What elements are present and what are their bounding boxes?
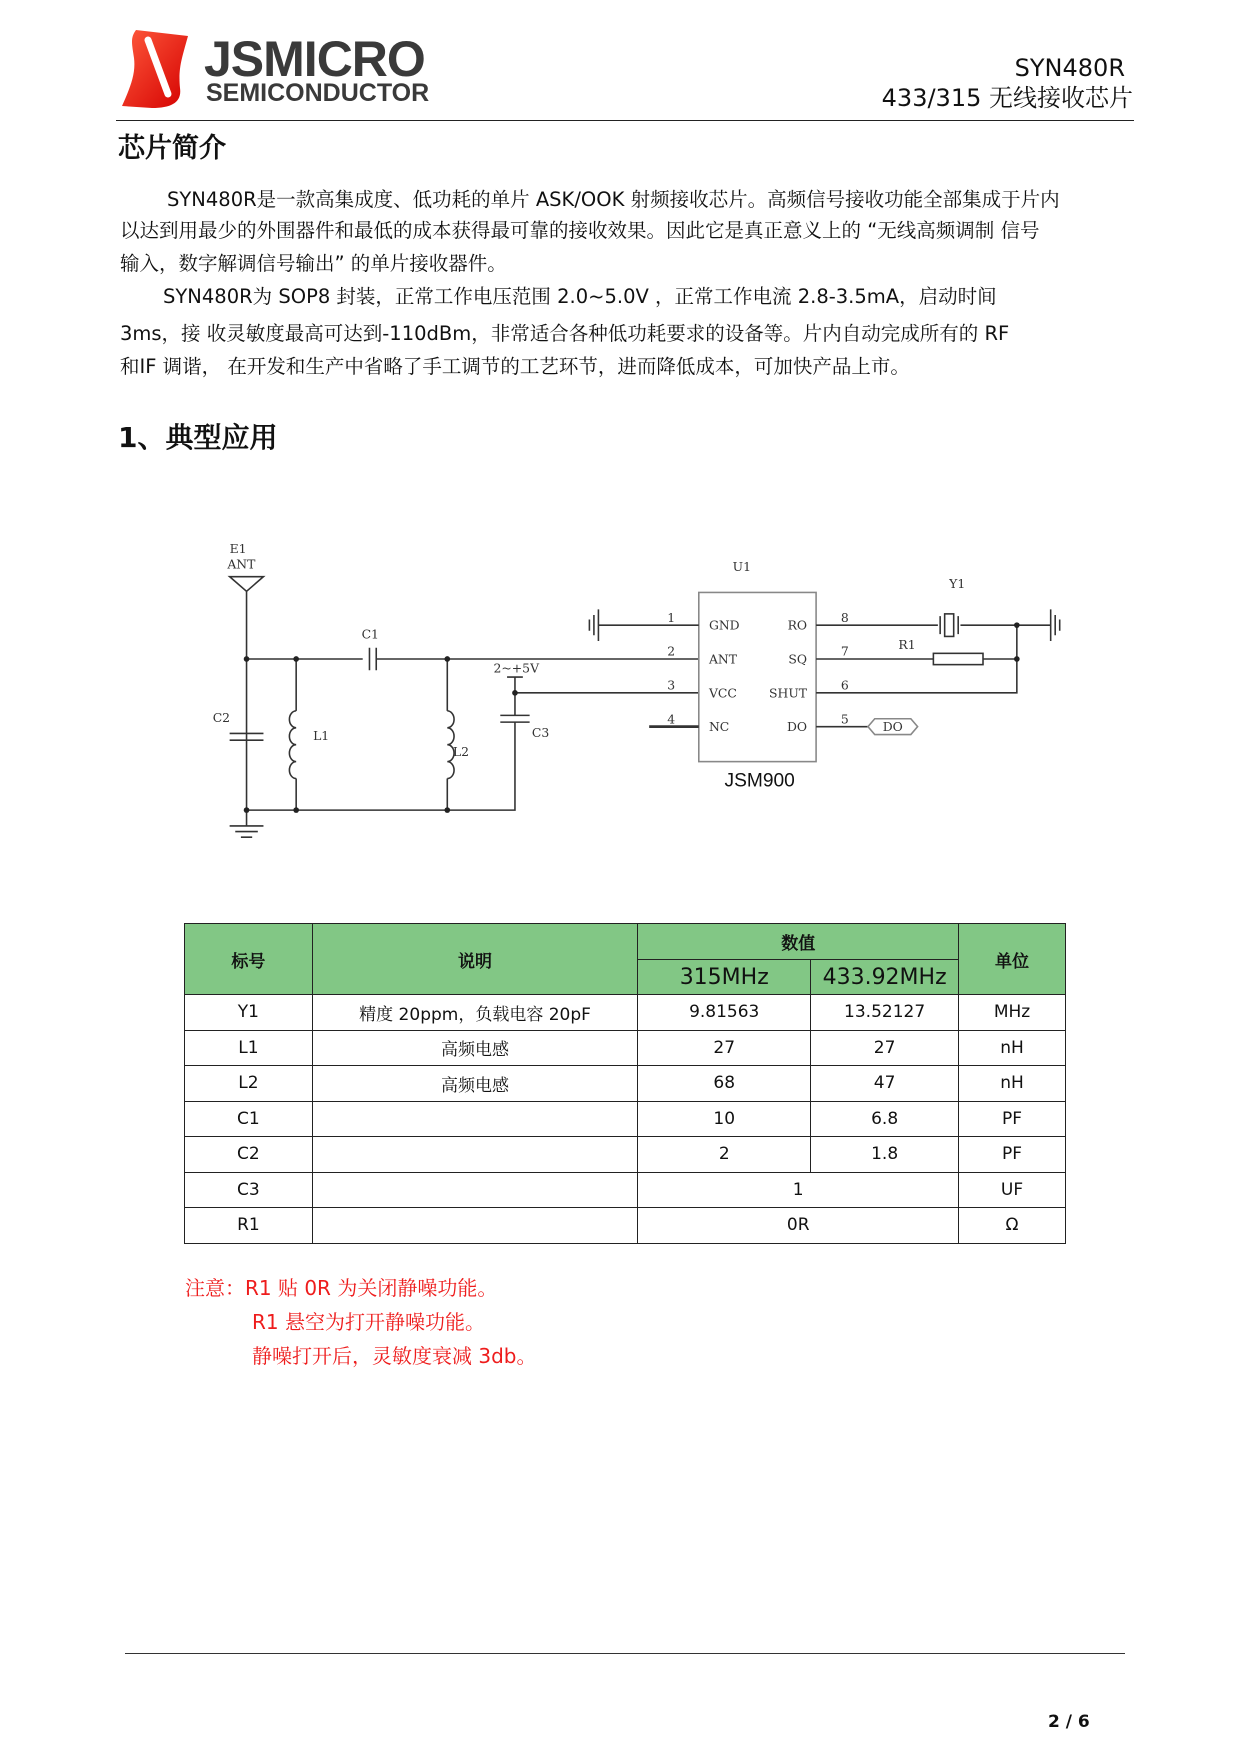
footer-divider: [125, 1653, 1125, 1654]
resistor-r1-icon: [933, 653, 983, 664]
model-number: SYN480R: [1014, 54, 1125, 82]
intro-line: 3ms，接 收灵敏度最高可达到-110dBm，非常适合各种低功耗要求的设备等。片内自动完成所有的 RF: [120, 322, 1010, 345]
table-row: [185, 1137, 1066, 1173]
pin-num: 5: [840, 711, 849, 727]
brand-subtitle: SEMICONDUCTOR: [206, 79, 430, 107]
header-divider: [116, 120, 1134, 121]
note-line: 静噪打开后，灵敏度衰减 3db。: [252, 1344, 537, 1368]
table-cell: [312, 1208, 638, 1244]
table-cell: 0R: [638, 1208, 959, 1244]
jsmicro-logo-icon: [122, 28, 190, 108]
intro-line: 和IF 调谐， 在开发和生产中省略了手工调节的工艺环节，进而降低成本，可加快产品上市。: [120, 355, 910, 378]
table-row: [185, 1030, 1066, 1066]
chip-ref: U1: [732, 559, 751, 575]
header-ref: 标号: [185, 924, 313, 995]
table-row: [185, 1066, 1066, 1102]
header-desc: 说明: [312, 924, 638, 995]
header-315mhz: 315MHz: [638, 960, 811, 995]
pin-name: ANT: [708, 651, 738, 667]
pin-num: 8: [840, 609, 849, 625]
r1-label: R1: [898, 636, 916, 652]
pin-num: 3: [667, 677, 676, 693]
page-number: 2 / 6: [1048, 1712, 1090, 1732]
table-cell: 68: [638, 1066, 811, 1102]
pin-name: RO: [787, 617, 808, 633]
table-cell: C1: [185, 1101, 313, 1137]
pin-num: 1: [667, 609, 676, 625]
section-title-intro: 芯片简介: [118, 133, 226, 164]
table-cell: Y1: [185, 995, 313, 1031]
table-cell: 6.8: [811, 1101, 959, 1137]
table-cell: PF: [959, 1137, 1066, 1173]
header-433mhz: 433.92MHz: [811, 960, 959, 995]
table-cell: PF: [959, 1101, 1066, 1137]
table-cell: R1: [185, 1208, 313, 1244]
application-schematic: [180, 520, 1080, 860]
pin-num: 2: [667, 643, 676, 659]
ground-icon: [230, 810, 264, 837]
do-port-label: DO: [882, 719, 903, 735]
antenna-icon: [230, 577, 264, 810]
vcc-label: 2~+5V: [493, 660, 540, 676]
pin-name: GND: [708, 617, 740, 633]
component-table: [184, 923, 1066, 1244]
table-cell: nH: [959, 1066, 1066, 1102]
header-value: 数值: [638, 924, 959, 960]
capacitor-c1-icon: [369, 648, 376, 671]
table-cell: MHz: [959, 995, 1066, 1031]
table-cell: L2: [185, 1066, 313, 1102]
table-cell: 高频电感: [312, 1066, 638, 1102]
product-subtitle: 433/315 无线接收芯片: [881, 84, 1133, 112]
table-cell: [312, 1137, 638, 1173]
table-cell: [312, 1101, 638, 1137]
chip-name: JSM900: [724, 770, 795, 792]
table-cell: 47: [811, 1066, 959, 1102]
table-cell: C2: [185, 1137, 313, 1173]
inductor-l1-icon: [289, 711, 296, 779]
intro-line: SYN480R是一款高集成度、低功耗的单片 ASK/OOK 射频接收芯片。高频信号接收功能全部集成于片内: [167, 188, 1060, 211]
l1-label: L1: [313, 728, 330, 744]
pin-num: 4: [667, 711, 676, 727]
c2-label: C2: [212, 710, 231, 726]
table-row: [185, 1208, 1066, 1244]
pin-name: DO: [786, 719, 808, 735]
pin-name: VCC: [708, 685, 737, 701]
table-cell: 27: [638, 1030, 811, 1066]
table-cell: 高频电感: [312, 1030, 638, 1066]
header-unit: 单位: [959, 924, 1066, 995]
note-line: R1 悬空为打开静噪功能。: [252, 1310, 485, 1334]
antenna-ref: E1: [229, 540, 247, 556]
table-cell: L1: [185, 1030, 313, 1066]
pin-name: NC: [708, 719, 730, 735]
capacitor-c3-icon: [500, 715, 529, 722]
table-cell: 1: [638, 1172, 959, 1208]
table-cell: 9.81563: [638, 995, 811, 1031]
table-row: [185, 995, 1066, 1031]
intro-line: 以达到用最少的外围器件和最低的成本获得最可靠的接收效果。因此它是真正意义上的 “无线高频调制 信号: [120, 219, 1040, 242]
intro-line: SYN480R为 SOP8 封装，正常工作电压范围 2.0~5.0V ，正常工作电流 2.8-3.5mA，启动时间: [163, 285, 997, 308]
pin-num: 6: [840, 677, 849, 693]
pin-name: SHUT: [769, 685, 808, 701]
section-title-application: 1、典型应用: [118, 421, 278, 454]
table-cell: 10: [638, 1101, 811, 1137]
antenna-label: ANT: [227, 556, 256, 572]
table-cell: [312, 1172, 638, 1208]
y1-label: Y1: [949, 575, 966, 591]
table-cell: 13.52127: [811, 995, 959, 1031]
pin-name: SQ: [788, 651, 808, 667]
intro-line: 输入，数字解调信号输出” 的单片接收器件。: [120, 252, 507, 275]
c3-label: C3: [531, 724, 550, 740]
l2-label: L2: [452, 743, 470, 759]
brand-name: JSMICRO: [204, 31, 425, 87]
table-cell: 27: [811, 1030, 959, 1066]
table-cell: UF: [959, 1172, 1066, 1208]
pin-num: 7: [840, 643, 849, 659]
table-cell: Ω: [959, 1208, 1066, 1244]
table-row: [185, 1101, 1066, 1137]
table-cell: 精度 20ppm，负载电容 20pF: [312, 995, 638, 1031]
table-cell: C3: [185, 1172, 313, 1208]
note-line: 注意：R1 贴 0R 为关闭静噪功能。: [185, 1276, 498, 1300]
c1-label: C1: [361, 626, 379, 642]
table-row: [185, 1172, 1066, 1208]
table-cell: 1.8: [811, 1137, 959, 1173]
table-cell: 2: [638, 1137, 811, 1173]
table-cell: nH: [959, 1030, 1066, 1066]
